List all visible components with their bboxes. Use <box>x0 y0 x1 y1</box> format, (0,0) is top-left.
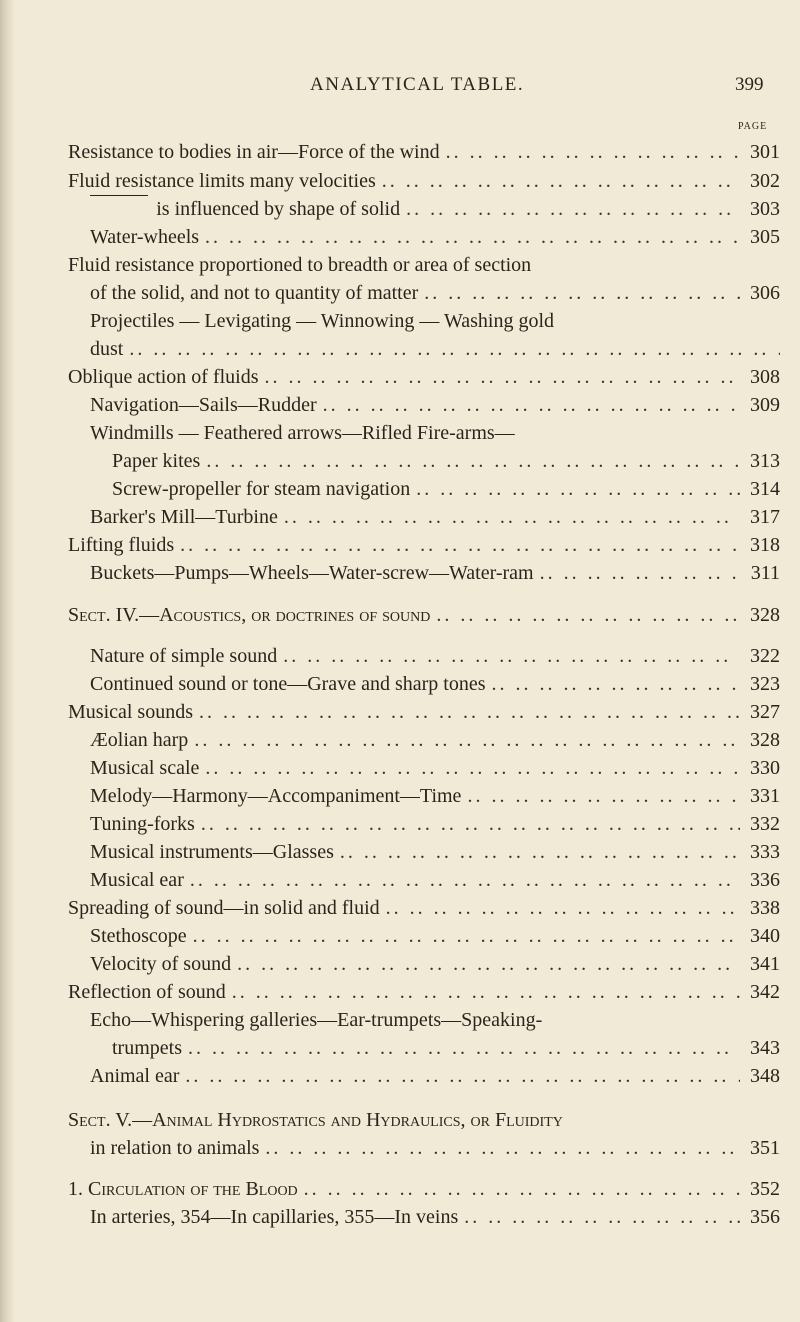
page-edge-shadow <box>0 0 14 1322</box>
toc-entry: Windmills — Feathered arrows—Rifled Fire-arms— <box>90 422 515 444</box>
page-column-label: PAGE <box>738 121 768 132</box>
running-header <box>0 74 800 104</box>
toc-entry: Musical instruments—Glasses .. .. 333 <box>90 838 780 866</box>
toc-entry: Animal ear .. .. 348 <box>90 1062 780 1090</box>
toc-entry: In arteries, 354—In capillaries, 355—In veins .. .. 356 <box>90 1203 780 1231</box>
toc-entry: Tuning-forks .. .. 332 <box>90 810 780 838</box>
header-page-number: 399 <box>735 74 764 95</box>
toc-subsection-heading: 1. Circulation of the Blood .. .. 352 <box>68 1175 780 1203</box>
toc-section-heading: Sect. IV.—Acoustics, or doctrines of sound .. .. 328 <box>68 601 780 629</box>
toc-entry: Navigation—Sails—Rudder .. .. 309 <box>90 391 780 419</box>
toc-entry: Stethoscope .. .. 340 <box>90 922 780 950</box>
toc-entry: Paper kites .. .. 313 <box>112 447 780 475</box>
toc-entry: dust .. .. <box>90 335 780 363</box>
header-title: ANALYTICAL TABLE. <box>310 74 525 95</box>
toc-entry: Spreading of sound—in solid and fluid .. .. 338 <box>68 894 780 922</box>
toc-entry: Barker's Mill—Turbine .. .. 317 <box>90 503 780 531</box>
toc-entry: Resistance to bodies in air—Force of the wind .. .. 301 <box>68 138 780 166</box>
toc-entry: Velocity of sound .. .. 341 <box>90 950 780 978</box>
toc-section-heading: Sect. V.—Animal Hydrostatics and Hydraulics, or Fluidity <box>68 1109 563 1131</box>
toc-entry: of the solid, and not to quantity of matter .. .. 306 <box>90 279 780 307</box>
toc-entry: Buckets—Pumps—Wheels—Water-screw—Water-ram .. .. 311 <box>90 559 780 587</box>
toc-entry: Fluid resistance proportioned to breadth or area of section <box>68 254 532 276</box>
toc-entry: Echo—Whispering galleries—Ear-trumpets—Speaking- <box>90 1009 543 1031</box>
toc-entry: Musical ear .. .. 336 <box>90 866 780 894</box>
toc-entry: Reflection of sound .. .. 342 <box>68 978 780 1006</box>
toc-entry: Projectiles — Levigating — Winnowing — Washing gold <box>90 310 555 332</box>
toc-entry: Æolian harp .. .. 328 <box>90 726 780 754</box>
toc-entry: Lifting fluids .. .. 318 <box>68 531 780 559</box>
toc-entry: Oblique action of fluids .. .. 308 <box>68 363 780 391</box>
toc-entry: in relation to animals .. .. 351 <box>90 1134 780 1162</box>
toc-entry: is influenced by shape of solid .. .. 303 <box>90 195 780 223</box>
toc-entry: Fluid resistance limits many velocities .. .. 302 <box>68 167 780 195</box>
toc-entry: Melody—Harmony—Accompaniment—Time .. .. 331 <box>90 782 780 810</box>
toc-entry: Musical sounds .. .. 327 <box>68 698 780 726</box>
toc-entry: trumpets .. .. 343 <box>112 1034 780 1062</box>
toc-entry: Continued sound or tone—Grave and sharp tones .. .. 323 <box>90 670 780 698</box>
toc-entry: Water-wheels .. .. 305 <box>90 223 780 251</box>
toc-entry: Musical scale .. .. 330 <box>90 754 780 782</box>
toc-entry: Screw-propeller for steam navigation .. .. 314 <box>112 475 780 503</box>
ditto-rule <box>90 195 148 223</box>
toc-entry: Nature of simple sound .. .. 322 <box>90 642 780 670</box>
